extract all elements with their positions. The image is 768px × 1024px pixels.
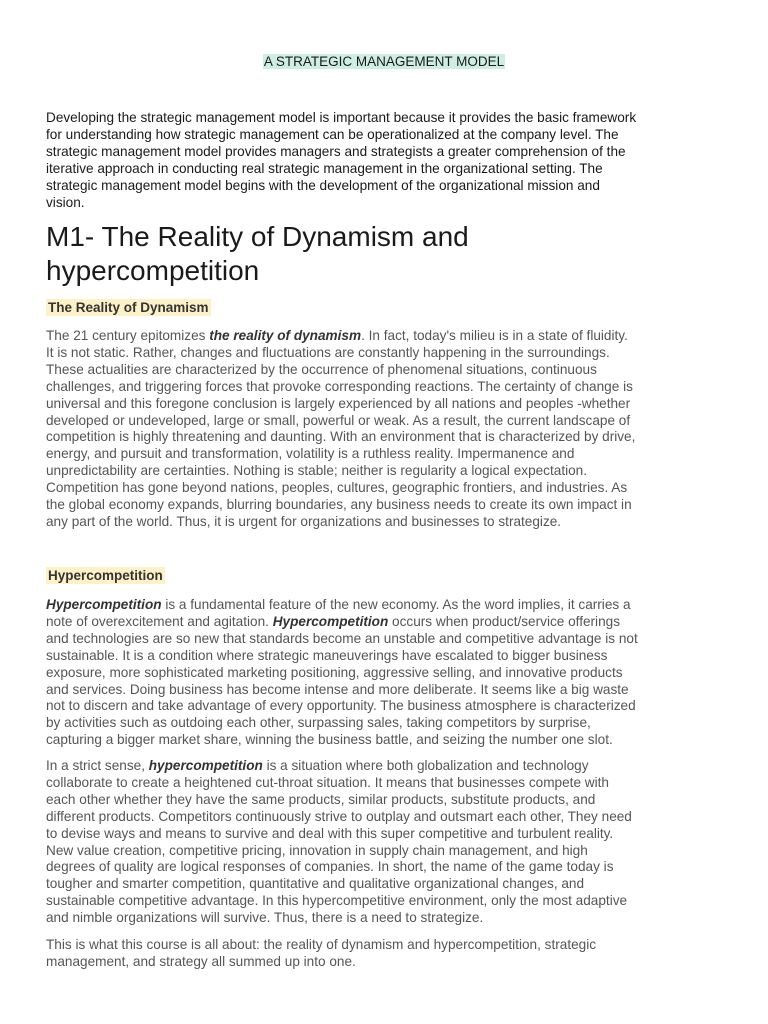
paragraph-line: New value creation, competitive pricing, innovation in supply chain management, and high [46, 842, 588, 858]
document-title [0, 54, 768, 70]
emphasis-text: hypercompetition [148, 758, 263, 773]
hypercompetition-section-label [46, 568, 165, 584]
dynamism-section-label [46, 300, 211, 316]
paragraph-line: management, and strategy all summed up into one. [46, 953, 356, 969]
paragraph-line: not to discern and take advantage of every opportunity. The business atmosphere is characterized [46, 698, 636, 714]
text-run: The 21 century epitomizes [46, 328, 210, 343]
paragraph-line: capturing a bigger market share, winning the business battle, and seizing the number one slot. [46, 732, 613, 748]
module-heading-line: M1- The Reality of Dynamism and [46, 221, 469, 252]
hypercompetition-paragraph-1 [46, 597, 736, 749]
intro-line: Developing the strategic management model is important because it provides the basic framework [46, 110, 637, 125]
paragraph-line: each other whether they have the same products, similar products, substitute products, and [46, 791, 596, 807]
intro-line: strategic management model begins with the development of the organizational mission and [46, 177, 600, 193]
paragraph-line: and services. Doing business has become intense and more deliberate. It seems like a big waste [46, 681, 629, 697]
intro-paragraph [46, 110, 736, 211]
paragraph-line: energy, and pursuit and transformation, volatility is a ruthless reality. Impermanence and [46, 446, 575, 462]
intro-line: iterative approach in conducting real strategic management in the organizational setting. The [46, 160, 603, 176]
intro-line: for understanding how strategic management can be operationalized at the company level. The [46, 126, 619, 142]
paragraph-line: sustainable. It is a condition where strategic maneuverings have escalated to bigger business [46, 647, 608, 663]
text-run: In a strict sense, [46, 758, 149, 773]
paragraph-line [46, 758, 736, 775]
document-title-text: A STRATEGIC MANAGEMENT MODEL [263, 54, 505, 69]
emphasis-text: Hypercompetition [46, 597, 162, 612]
paragraph-line: challenges, and triggering forces that provoke corresponding reactions. The certainty of change is [46, 378, 633, 394]
text-run: is a situation where both globalization and technology [262, 758, 589, 773]
paragraph-line: the global economy expands, blurring boundaries, any business needs to create its own impact in [46, 497, 632, 513]
hypercompetition-paragraph-2 [46, 758, 736, 927]
paragraph-line [46, 614, 736, 631]
emphasis-text: Hypercompetition [272, 613, 389, 629]
intro-line: strategic management model provides managers and strategists a greater comprehension of the [46, 143, 626, 159]
text-run: note of overexcitement and agitation. [46, 613, 273, 629]
dynamism-label-text: The Reality of Dynamism [48, 300, 209, 315]
paragraph-line: to devise ways and means to survive and deal with this super competitive and turbulent reality. [46, 825, 614, 841]
paragraph-line: unpredictability are certainties. Nothing is stable; neither is regularity a logical expectation. [46, 463, 588, 479]
paragraph-line: developed or undeveloped, large or small, powerful or weak. As a result, the current landscape of [46, 412, 631, 428]
paragraph-line: These actualities are characterized by the occurrence of phenomenal situations, continuous [46, 361, 597, 377]
module-heading-line: hypercompetition [46, 255, 260, 286]
paragraph-line: tougher and smarter competition, quantitative and qualitative organizational changes, and [46, 876, 585, 892]
paragraph-line: and technologies are so new that standards become an unstable and competitive advantage is not [46, 630, 638, 646]
paragraph-line: universal and this foregone conclusion is largely experienced by all nations and peoples -whether [46, 395, 631, 411]
paragraph-line: Competition has gone beyond nations, peoples, cultures, geographic frontiers, and industries. As [46, 480, 628, 496]
intro-line: vision. [46, 194, 85, 210]
text-run: . In fact, today's milieu is in a state of fluidity. [361, 328, 628, 343]
paragraph-line: degrees of quality are logical responses of companies. In short, the name of the game today is [46, 859, 614, 875]
emphasis-text: the reality of dynamism [209, 328, 362, 343]
paragraph-line: and nimble organizations will survive. Thus, there is a need to strategize. [46, 910, 484, 926]
paragraph-line: competition is highly threatening and daunting. With an environment that is characterized by drive, [46, 429, 636, 445]
hypercompetition-paragraph-3 [46, 937, 736, 971]
hypercompetition-label-text: Hypercompetition [48, 568, 163, 583]
paragraph-line [46, 597, 736, 614]
paragraph-line: any part of the world. Thus, it is urgent for organizations and businesses to strategize. [46, 513, 562, 529]
paragraph-line: This is what this course is all about: the reality of dynamism and hypercompetition, strategic [46, 937, 597, 952]
paragraph-line [46, 328, 736, 345]
paragraph-line: exposure, more sophisticated marketing positioning, aggressive selling, and innovative products [46, 664, 623, 680]
paragraph-line: It is not static. Rather, changes and fluctuations are constantly happening in the surroundings. [46, 344, 610, 360]
module-heading [46, 220, 736, 288]
paragraph-line: different products. Competitors continuously strive to outplay and outsmart each other, They need [46, 808, 632, 824]
text-run: is a fundamental feature of the new economy. As the word implies, it carries a [161, 597, 631, 612]
dynamism-paragraph [46, 328, 736, 531]
paragraph-line: collaborate to create a heightened cut-throat situation. It means that businesses compete with [46, 774, 609, 790]
paragraph-line: sustainable competitive advantage. In this hypercompetitive environment, only the most adaptive [46, 893, 628, 909]
paragraph-line: by activities such as outdoing each other, surpassing sales, taking competitors by surprise, [46, 715, 591, 731]
text-run: occurs when product/service offerings [388, 613, 620, 629]
